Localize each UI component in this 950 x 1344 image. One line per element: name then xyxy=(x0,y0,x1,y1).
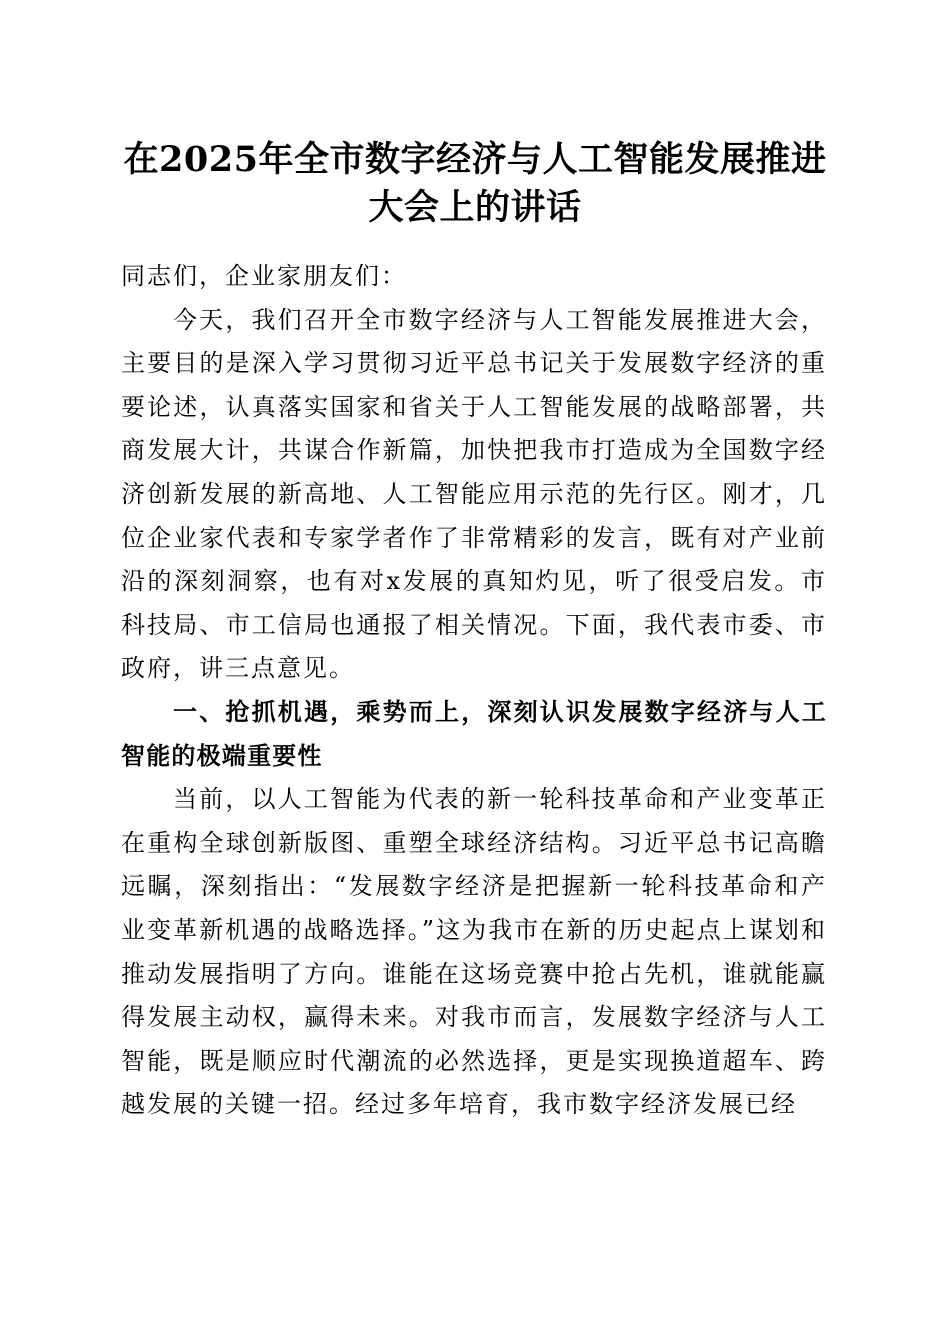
document-body xyxy=(121,255,827,1127)
title-line-1: 在2025年全市数字经济与人工智能发展推进 xyxy=(123,139,827,180)
title-line-2: 大会上的讲话 xyxy=(368,187,582,228)
intro-paragraph: 今天，我们召开全市数字经济与人工智能发展推进大会，主要目的是深入学习贯彻习近平总书记关于发展数字经济的重要论述，认真落实国家和省关于人工智能发展的战略部署，共商发展大计，共谋合作新篇，加快把我市打造成为全国数字经济创新发展的新高地、人工智能应用示范的先行区。刚才，几位企业家代表和专家学者作了非常精彩的发言，既有对产业前沿的深刻洞察，也有对x发展的真知灼见，听了很受启发。市科技局、市工信局也通报了相关情况。下面，我代表市委、市政府，讲三点意见。 xyxy=(121,305,827,683)
document-title xyxy=(100,136,850,232)
salutation: 同志们，企业家朋友们： xyxy=(121,262,407,290)
section-1-heading: 一、抢抓机遇，乘势而上，深刻认识发展数字经济与人工智能的极端重要性 xyxy=(121,697,827,770)
section-1-paragraph: 当前，以人工智能为代表的新一轮科技革命和产业变革正在重构全球创新版图、重塑全球经济结构。习近平总书记高瞻远瞩，深刻指出：“发展数字经济是把握新一轮科技革命和产业变革新机遇的战略选择。”这为我市在新的历史起点上谋划和推动发展指明了方向。谁能在这场竞赛中抢占先机，谁就能赢得发展主动权，赢得未来。对我市而言，发展数字经济与人工智能，既是顺应时代潮流的必然选择，更是实现换道超车、跨越发展的关键一招。经过多年培育，我市数字经济发展已经 xyxy=(121,785,827,1119)
